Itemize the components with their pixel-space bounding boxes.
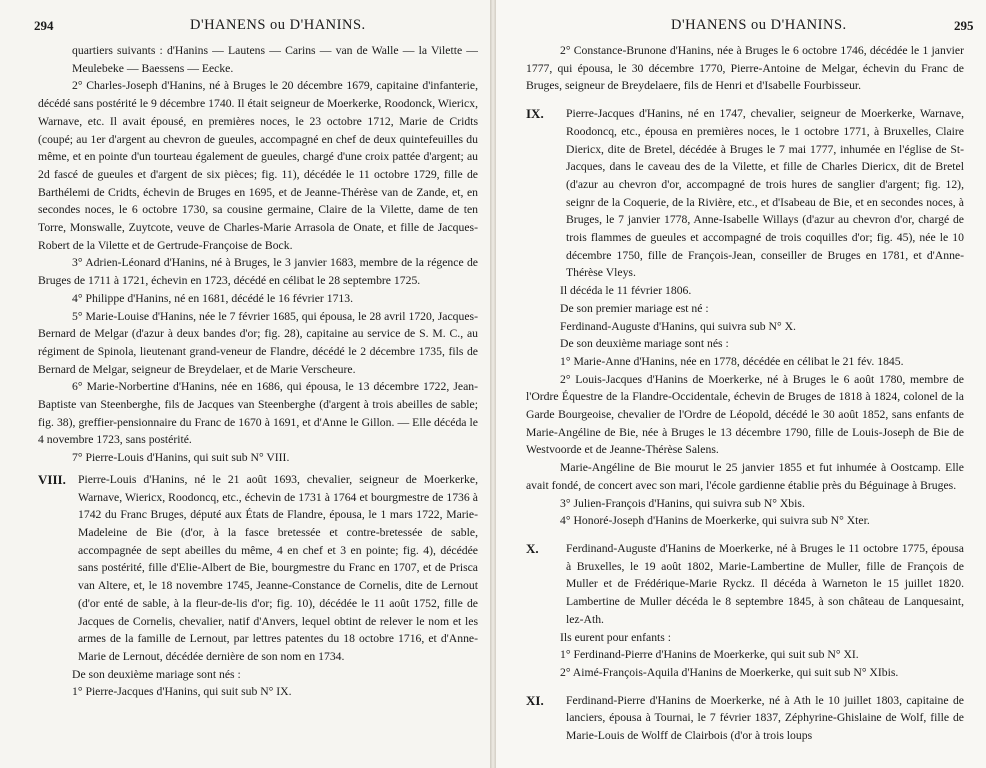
page-body [526,42,964,745]
paragraph: Ils eurent pour enfants : [560,630,671,644]
paragraph: De son deuxième mariage sont nés : [72,667,241,681]
generation-text: Ferdinand-Auguste d'Hanins de Moerkerke, né à Bruges le 11 octobre 1775, épousa à Bruxelles, le 19 août 1802, Marie-Lambertine de Muller, fille de François de Muller et de Frédérique-Marie Ryckz. Il décéda à Warneton le 15 juillet 1820. Lambertine de Muller décéda le 8 septembre 1845, à son château de Lanquesaint, lez-Ath. [566,541,964,626]
generation-text: Pierre-Louis d'Hanins, né le 21 août 1693, chevalier, seigneur de Moerkerke, Warnave, Wiericx, Roodoncq, etc., échevin de 1731 à 1764 et bourgmestre de 1736 à 1742 du Franc Bruges, député aux États de Flandre, épousa, le 1 mars 1722, Marie-Madeleine de Bie (d'or, à la fasce bretessée et contre-bretessée de sable, accompagnée de sept abeilles du même, 4 en chef et 3 en pointe; fig. 4), décédée sans postérité, fille d'Elie-Albert de Bie, bourgmestre du Franc en 1707, et de Prisca van Altere, et, le 18 novembre 1745, Jeanne-Constance de Cornelis, dite de Lernout (d'or enté de sable, à la fleur-de-lis d'or; fig. 10), décédée le 11 août 1752, fille de Jacques de Cornelis, chevalier, natif d'Anvers, lequel obtint de relever le nom et les armes de la famille de Lernout, par lettres patentes du 18 octobre 1716, et d'Anne-Marie de Lernout, décédée dernière de son nom en 1734. [78,472,478,663]
section-spacer [526,530,964,536]
page-number: 295 [954,18,974,33]
paragraph: De son deuxième mariage sont nés : [560,337,729,351]
paragraph: 1° Ferdinand-Pierre d'Hanins de Moerkerke, qui suit sub N° XI. [560,648,859,662]
generation-number: XI. [526,692,544,708]
page-number: 294 [34,18,54,33]
paragraph: Marie-Angéline de Bie mourut le 25 janvier 1855 et fut inhumée à Oostcamp. Elle avait fondé, de concert avec son mari, l'école gardienne établie près du Béguinage à Bruges. [526,461,964,492]
paragraph: 1° Pierre-Jacques d'Hanins, qui suit sub N° IX. [72,685,292,699]
paragraph: 4° Philippe d'Hanins, né en 1681, décédé le 16 février 1713. [72,291,354,305]
generation-entry [526,540,964,629]
right-page [496,0,986,768]
left-page [0,0,490,768]
section-spacer [526,95,964,101]
paragraph: 5° Marie-Louise d'Hanins, née le 7 février 1685, qui épousa, le 28 avril 1720, Jacques-Bernard de Melgar (d'azur à deux bandes d'or; fig. 28), capitaine au service de S. M. C., au régiment de Spinola, lieutenant grand-veneur de Flandre, décédé le 2 décembre 1735, fils de Bernard de Melgar, seigneur de Breydelaer, et de Marie Verscheure. [38,309,478,376]
generation-text: Ferdinand-Pierre d'Hanins de Moerkerke, né à Ath le 10 juillet 1803, capitaine de lanciers, épousa à Tournai, le 7 février 1837, Zéphyrine-Ghislaine de Wolf, fille de Marie-Louis de Wolff de Clairbois (d'or à trois loups [566,693,964,743]
paragraph: 4° Honoré-Joseph d'Hanins de Moerkerke, qui suivra sub N° Xter. [560,514,870,528]
paragraph: 3° Adrien-Léonard d'Hanins, né à Bruges, le 3 janvier 1683, membre de la régence de Bruges de 1711 à 1721, échevin en 1723, décédé en célibat le 28 septembre 1725. [38,256,478,288]
page-body [38,42,478,701]
generation-number: VIII. [38,471,66,487]
paragraph: 1° Marie-Anne d'Hanins, née en 1778, décédée en célibat le 21 fév. 1845. [560,354,904,368]
generation-entry [526,105,964,282]
paragraph: 2° Louis-Jacques d'Hanins de Moerkerke, né à Bruges le 6 août 1780, membre de l'Ordre Équestre de la Flandre-Occidentale, échevin de Bruges de 1818 à 1824, colonel de la Garde Bourgeoise, chevalier de l'Ordre de Léopold, décédé le 30 août 1852, sans enfants de Marie-Angéline de Bie, née à Bruges le 13 décembre 1790, fille de Louis-Joseph de Bie de Westvoorde et de Jeanne-Thérèse Salens. [526,372,964,457]
paragraph: 7° Pierre-Louis d'Hanins, qui suit sub N° VIII. [72,451,290,465]
generation-number: IX. [526,106,544,122]
paragraph: 6° Marie-Norbertine d'Hanins, née en 1686, qui épousa, le 13 décembre 1722, Jean-Baptiste van Steenberghe, fils de Jacques van Steenberghe (d'argent à trois abeilles de sable; fig. 38), greffier-pensionnaire du Franc de 1670 à 1691, et d'Anne le Gillon. — Elle décéda le 4 novembre 1723, sans postérité. [38,380,478,447]
generation-number: X. [526,540,539,556]
paragraph: 3° Julien-François d'Hanins, qui suivra sub N° Xbis. [560,496,805,510]
paragraph: quartiers suivants : d'Hanins — Lautens — Carins — van de Walle — la Vilette — Meulebeke — Baessens — Eecke. [72,44,478,75]
paragraph: Ferdinand-Auguste d'Hanins, qui suivra sub N° X. [560,319,796,333]
paragraph: 2° Charles-Joseph d'Hanins, né à Bruges le 20 décembre 1679, capitaine d'infanterie, décédé sans postérité le 9 décembre 1740. Il était seigneur de Moerkerke, Roodonck, Wiericx, Warnave, etc. Il avait épousé, en premières noces, le 23 octobre 1712, Marie de Cridts (coupé; au 1er d'argent au chevron de gueules, accompagné en chef de deux quintefeuilles du même, et en pointe d'un tourteau également de gueules, chargé d'une croix pattée d'argent; au 2d fascé de gueules et d'argent de six pièces; fig. 11), décédée le 11 octobre 1729, fille de Barthélemi de Cridts, échevin de Bruges en 1695, et de Jeanne-Thérèse van de Zande, et, en secondes noces, le 6 octobre 1730, sa cousine germaine, Claire de la Vilette, dame de ten Torre, Monswalle, Zuytcote, veuve de Charles-Marie Arrasola de Onate, et fille de Jacques-Robert de la Vilette et de Gertrude-Françoise de Bock. [38,79,478,252]
paragraph: De son premier mariage est né : [560,301,709,315]
running-head: D'HANENS ou D'HANINS. [671,17,847,33]
generation-text: Pierre-Jacques d'Hanins, né en 1747, chevalier, seigneur de Moerkerke, Warnave, Roodoncq, etc., épousa en premières noces, le 1 octobre 1771, à Bruxelles, Claire Diericx, dite de Bretel, décédée à Bruges le 7 mai 1777, inhumée en l'église de St-Jacques, dans le caveau des de la Vilette, et fille de Charles Diericx, dit de Bretel (d'azur au chevron d'or, accompagné de trois hures de sanglier d'argent; fig. 12), seignr de la Coquerie, de la Rivière, etc., et d'Isabeau de Bie, et en secondes noces, à Bruges, le 7 janvier 1778, Anne-Isabelle Willays (d'azur au chevron d'or, chargé de trois flammes de gueules et accompagné de trois coquilles d'or; fig. 45), née le 10 décembre 1750, fille de François-Jean, conseiller de Bruges en 1781, et d'Anne-Thérèse Vleys. [566,107,964,280]
generation-entry [38,471,478,666]
paragraph: 2° Constance-Brunone d'Hanins, née à Bruges le 6 octobre 1746, décédée le 1 janvier 1777, qui épousa, le 30 décembre 1770, Pierre-Antoine de Melgar, échevin du Franc de Bruges, seigneur de Breydelaere, fils de Henri et d'Isabelle Fourbisseur. [526,44,964,93]
section-spacer [526,682,964,688]
running-head: D'HANENS ou D'HANINS. [190,17,366,33]
paragraph: Il décéda le 11 février 1806. [560,284,692,298]
generation-entry [526,692,964,745]
paragraph: 2° Aimé-François-Aquila d'Hanins de Moerkerke, qui suit sub N° XIbis. [560,665,899,679]
